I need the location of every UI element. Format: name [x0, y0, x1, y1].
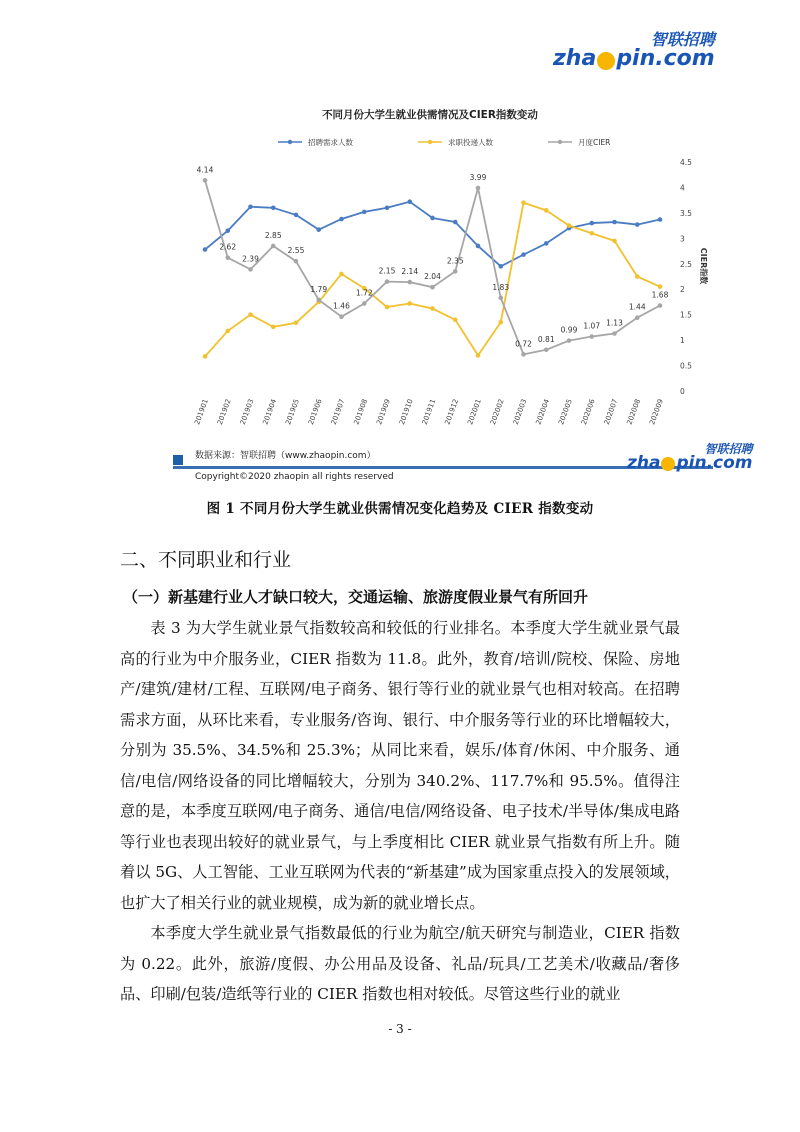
x-tick-label: 201903	[238, 397, 256, 426]
x-tick-label: 201905	[284, 397, 301, 426]
series-point-2	[407, 280, 412, 285]
data-label: 2.15	[378, 266, 396, 276]
data-label: 3.99	[469, 172, 487, 182]
series-point-2	[521, 352, 526, 357]
data-label: 1.46	[333, 301, 350, 311]
data-label: 1.79	[310, 284, 328, 294]
series-point-0	[294, 213, 299, 218]
series-point-0	[544, 241, 549, 246]
right-tick-label: 4.5	[680, 158, 692, 167]
series-point-1	[339, 272, 344, 277]
series-point-2	[658, 303, 663, 308]
series-point-1	[225, 329, 230, 334]
series-point-1	[203, 354, 208, 359]
series-point-1	[430, 306, 435, 311]
series-point-1	[635, 274, 640, 279]
series-point-2	[635, 315, 640, 320]
series-point-2	[544, 347, 549, 352]
x-tick-label: 202002	[488, 397, 506, 426]
series-point-0	[248, 204, 253, 209]
legend-marker-2	[558, 140, 562, 144]
right-tick-label: 2.5	[680, 259, 692, 269]
x-tick-label: 201910	[397, 397, 415, 426]
right-tick-label: 1.5	[680, 310, 692, 320]
x-tick-label: 202005	[557, 397, 574, 426]
legend-label-1: 求职投递人数	[448, 138, 493, 147]
series-point-0	[225, 228, 230, 233]
data-label: 1.07	[583, 321, 601, 331]
series-point-1	[476, 353, 481, 358]
legend-marker-1	[428, 140, 432, 144]
series-point-2	[271, 244, 276, 249]
data-label: 2.35	[446, 256, 464, 266]
x-tick-label: 201907	[329, 397, 347, 426]
series-point-0	[407, 199, 412, 204]
series-point-0	[521, 252, 526, 257]
data-label: 1.13	[606, 318, 623, 328]
right-tick-label: 4	[680, 183, 685, 193]
series-point-2	[339, 314, 344, 319]
series-point-0	[385, 206, 390, 211]
body-text	[120, 613, 680, 1010]
logo-dot	[597, 52, 615, 70]
data-label: 1.44	[628, 302, 646, 312]
series-point-1	[498, 320, 503, 325]
series-point-1	[453, 317, 458, 322]
x-tick-label: 202009	[648, 397, 665, 426]
series-point-2	[567, 338, 572, 343]
series-point-2	[498, 296, 503, 301]
page-number: - 3 -	[388, 1022, 412, 1036]
series-point-2	[385, 279, 390, 284]
legend-label-2: 月度CIER	[578, 138, 611, 147]
x-tick-label: 202008	[625, 397, 643, 426]
series-point-2	[316, 298, 321, 303]
series-point-0	[589, 221, 594, 226]
series-point-1	[407, 301, 412, 306]
series-point-0	[612, 220, 617, 225]
chart-title: 不同月份大学生就业供需情况及CIER指数变动	[322, 109, 538, 121]
right-tick-label: 0	[680, 387, 685, 396]
series-point-1	[248, 312, 253, 317]
data-label: 2.04	[424, 272, 441, 282]
data-label: 0.81	[537, 334, 555, 344]
x-tick-label: 201908	[352, 397, 370, 426]
series-point-2	[203, 178, 208, 183]
logo-dot	[661, 457, 675, 471]
series-point-2	[612, 331, 617, 336]
series-point-0	[430, 216, 435, 221]
series-point-1	[294, 321, 299, 326]
series-point-0	[271, 206, 276, 211]
series-point-0	[316, 227, 321, 232]
x-tick-label: 201912	[443, 397, 461, 426]
x-tick-label: 201901	[193, 397, 210, 426]
data-label: 0.72	[515, 339, 532, 349]
zhaopin-logo-top: 智联招聘 zha pin.com	[553, 30, 715, 71]
data-label: 0.99	[560, 325, 578, 335]
data-label: 2.85	[264, 230, 282, 240]
zhaopin-logo-bottom: 智联招聘 zha pin.com	[627, 442, 753, 473]
source-marker	[173, 455, 183, 465]
supply-demand-cier-chart	[150, 95, 710, 445]
x-tick-label: 201911	[420, 397, 438, 426]
legend-marker-0	[288, 140, 292, 144]
data-label: 2.62	[219, 242, 237, 252]
series-point-2	[589, 334, 594, 339]
series-point-2	[225, 255, 230, 260]
figure-caption: 图 1 不同月份大学生就业供需情况变化趋势及 CIER 指数变动	[206, 501, 594, 517]
x-tick-label: 201906	[306, 397, 324, 426]
series-point-2	[476, 186, 481, 191]
series-point-0	[453, 220, 458, 225]
legend-label-0: 招聘需求人数	[308, 138, 353, 147]
series-point-1	[271, 325, 276, 330]
section-heading: 二、不同职业和行业	[120, 549, 292, 571]
data-label: 2.39	[242, 254, 259, 264]
x-tick-label: 201904	[261, 397, 279, 426]
series-point-1	[567, 223, 572, 228]
x-tick-label: 202006	[579, 397, 597, 426]
series-point-1	[658, 284, 663, 289]
right-tick-label: 0.5	[680, 361, 692, 371]
data-label: 2.14	[401, 267, 419, 277]
series-point-2	[248, 267, 253, 272]
series-point-1	[589, 231, 594, 236]
subsection-heading: （一）新基建行业人才缺口较大，交通运输、旅游度假业景气有所回升	[123, 588, 589, 606]
series-point-0	[658, 217, 663, 222]
copyright-text: Copyright©2020 zhaopin all rights reserved	[195, 472, 394, 482]
x-tick-label: 202001	[466, 397, 483, 426]
source-text: 数据来源：智联招聘（www.zhaopin.com）	[195, 451, 376, 461]
paragraph-1: 表 3 为大学生就业景气指数较高和较低的行业排名。本季度大学生就业景气最高的行业为中介服务业，CIER 指数为 11.8。此外，教育/培训/院校、保险、房地产/建筑/建材/工程、互联网/电子商务、银行等行业的就业景气也相对较高。在招聘需求方面，从环比来看，专业服务/咨询、银行、中介服务等行业的环比增幅较大，分别为 35.5%、34.5%和 25.3%；从同比来看，娱乐/体育/休闲、中介服务、通信/电信/网络设备的同比增幅较大，分别为 340.2%、117.7%和 95.5%。值得注意的是，本季度互联网/电子商务、通信/电信/网络设备、电子技术/半导体/集成电路等行业也表现出较好的就业景气，与上季度相比 CIER 就业景气指数有所上升。随着以 5G、人工智能、工业互联网为代表的“新基建”成为国家重点投入的发展领域，也扩大了相关行业的就业规模，成为新的就业增长点。	[120, 619, 680, 912]
series-point-0	[339, 217, 344, 222]
series-point-2	[453, 269, 458, 274]
series-point-2	[430, 285, 435, 290]
paragraph-2: 本季度大学生就业景气指数最低的行业为航空/航天研究与制造业，CIER 指数为 0.22。此外，旅游/度假、办公用品及设备、礼品/玩具/工艺美术/收藏品/奢侈品、印刷/包装/造纸等行业的 CIER 指数也相对较低。尽管这些行业的就业	[120, 924, 680, 1003]
right-tick-label: 3.5	[680, 208, 692, 218]
series-point-0	[203, 247, 208, 252]
series-point-2	[362, 301, 367, 306]
x-tick-label: 201909	[375, 397, 392, 426]
data-label: 4.14	[196, 165, 214, 175]
data-label: 2.55	[287, 246, 305, 256]
x-tick-label: 202004	[534, 397, 552, 426]
x-tick-label: 202003	[511, 397, 529, 426]
right-axis-label: CIER指数	[699, 247, 708, 285]
data-label: 1.72	[355, 288, 373, 298]
series-point-0	[362, 210, 367, 215]
series-point-0	[635, 222, 640, 227]
series-point-2	[294, 259, 299, 264]
right-tick-label: 1	[680, 336, 685, 346]
x-tick-label: 201902	[215, 397, 233, 426]
series-point-1	[385, 305, 390, 310]
series-point-1	[521, 200, 526, 205]
right-tick-label: 2	[680, 285, 685, 295]
series-point-1	[544, 208, 549, 213]
series-point-0	[498, 264, 503, 269]
right-tick-label: 3	[680, 234, 685, 244]
series-point-0	[476, 244, 481, 249]
x-tick-label: 202007	[602, 397, 620, 426]
data-label: 1.83	[492, 282, 510, 292]
data-label: 1.68	[651, 290, 669, 300]
series-point-1	[612, 239, 617, 244]
